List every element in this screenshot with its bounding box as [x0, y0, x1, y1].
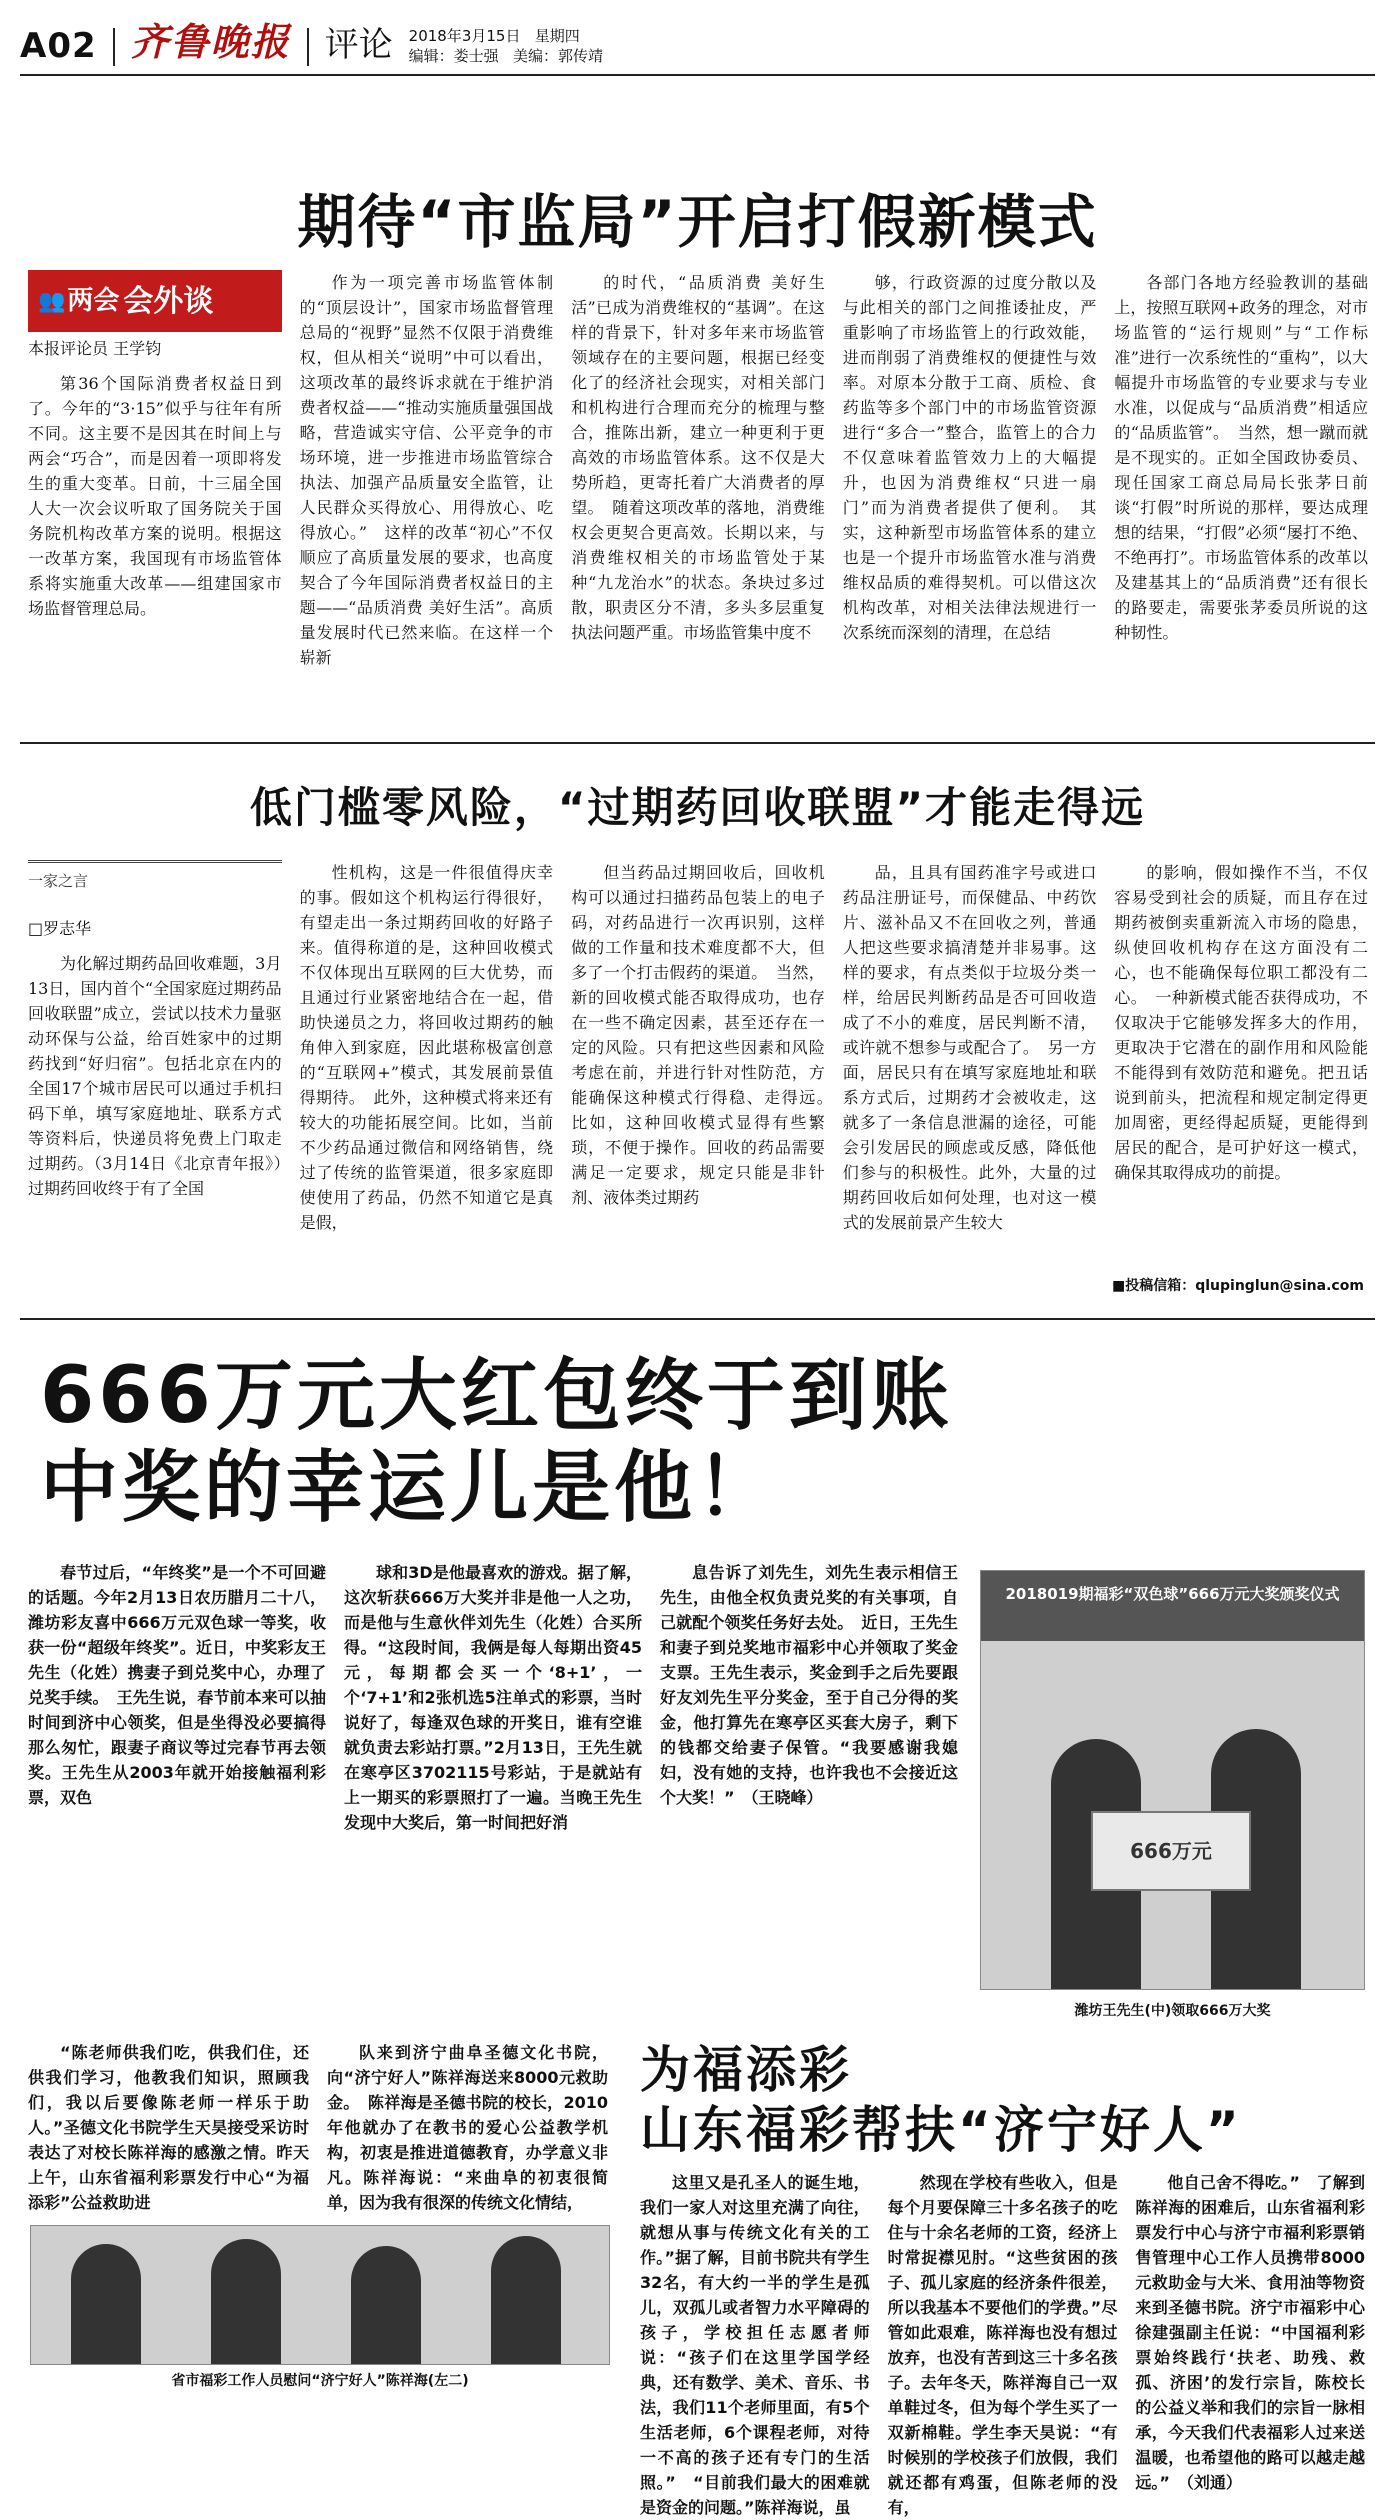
- ad2-paragraph: 这里又是孔圣人的诞生地，我们一家人对这里充满了向往，就想从事与传统文化有关的工作。”据了解，目前书院共有学生32名，有大约一半的学生是孤儿，双孤儿或者智力水平障碍的孩子，学校担任志愿者师说：“孩子们在这里学国学经典，还有数学、美术、音乐、书法，我们11个老师里面，有5个生活老师，6个课程老师，对待一不高的孩子还有专门的生活照。” “目前我们最大的困难就是资金的问题。”陈祥海说，虽: [640, 2173, 870, 2517]
- article2-column: [843, 860, 1097, 1305]
- article2-column: [300, 860, 554, 1305]
- ad1-column: [660, 1560, 958, 2000]
- submission-email: ■投稿信箱：qlupinglun@sina.com: [1112, 1278, 1364, 1294]
- article1-paragraph: 第36个国际消费者权益日到了。今年的“3·15”似乎与往年有所不同。这主要不是因其在时间上与两会“巧合”，而是因着一项即将发生的重大变革。日前，十三届全国人大一次会议听取了国务院关于国务院机构改革方案的说明。根据这一改革方案，我国现有市场监管体系将实施重大改革——组建国家市场监督管理总局。: [28, 374, 282, 618]
- person-figure: [491, 2236, 561, 2364]
- ad2-headline-line2: 山东福彩帮扶“济宁好人”: [640, 2101, 1242, 2159]
- ad1-paragraph: 息告诉了刘先生，刘先生表示相信王先生，由他全权负责兑奖的有关事项，自己就配个领奖任务好去处。 近日，王先生和妻子到兑奖地市福彩中心并领取了奖金支票。王先生表示，奖金到手之后先要跟好友刘先生平分奖金，至于自己分得的奖金，他打算先在寒亭区买套大房子，剩下的钱都交给妻子保管。“我要感谢我媳妇，没有她的支持，也许我也不会接近这个大奖！” （王晓峰）: [660, 1563, 958, 1807]
- article1-byline: 本报评论员 王学钧: [28, 339, 162, 358]
- divider: [113, 28, 115, 66]
- ad2-paragraph: 他自己舍不得吃。” 了解到陈祥海的困难后，山东省福利彩票发行中心与济宁市福利彩票销售管理中心工作人员携带8000元救助金与大米、食用油等物资来到圣德书院。济宁市福彩中心徐建强副主任说：“中国福利彩票始终践行‘扶老、助残、救孤、济困’的发行宗旨，陈校长的公益义举和我们的宗旨一脉相承，今天我们代表福彩人过来送温暖，也希望他的路可以越走越远。” （刘通）: [1135, 2173, 1365, 2492]
- person-figure: [71, 2244, 141, 2364]
- article1-paragraph: 够，行政资源的过度分散以及与此相关的部门之间推诿扯皮，严重影响了市场监管上的行政效能，进而削弱了消费维权的便捷性与效率。对原本分散于工商、质检、食药监等多个部门中的市场监管资源进行“多合一”整合，监管上的合力不仅意味着监管效力上的大幅提升，也因为消费维权“只进一扇门”而为消费者提供了便利。 其实，这种新型市场监管体系的建立也是一个提升市场监管水准与消费维权品质的难得契机。可以借这次机构改革，对相关法律法规进行一次系统而深刻的清理，在总结: [842, 273, 1097, 642]
- paper-logo: 齐鲁晚报: [130, 19, 291, 64]
- ad1-body: [28, 1560, 958, 2000]
- section-rule: [20, 1318, 1375, 1320]
- ad1-column: [344, 1560, 642, 2000]
- ad2-column: [888, 2170, 1118, 2520]
- visit-photo: [30, 2225, 610, 2365]
- article2-column: [1114, 860, 1368, 1305]
- person-figure: [351, 2246, 421, 2364]
- badge-small: 两会: [67, 285, 120, 316]
- ad2-headline-line1: 为福添彩: [640, 2041, 852, 2099]
- divider: [307, 28, 309, 66]
- person-figure: [211, 2239, 281, 2364]
- section-rule: [20, 742, 1375, 744]
- ad1-headline-line2: 中奖的幸运儿是他！: [40, 1443, 779, 1533]
- article2-body: [28, 860, 1368, 1305]
- article2-column: [571, 860, 841, 1305]
- ad2-column: [640, 2170, 870, 2520]
- article2-paragraph: 但当药品过期回收后，回收机构可以通过扫描药品包装上的电子码，对药品进行一次再识别，这样做的工作量和技术难度都不大，但多了一个打击假药的渠道。 当然，新的回收模式能否取得成功，也存在一些不确定因素，甚至还存在一定的风险。只有把这些因素和风险考虑在前，并进行针对性防范，方能确保这种模式行得稳、走得远。 比如，这种回收模式显得有些繁琐，不便于操作。回收的药品需要满足一定要求，规定只能是非针剂、液体类过期药: [571, 863, 841, 1207]
- ad2-column: [28, 2040, 309, 2220]
- article2-column: [28, 860, 298, 1305]
- article2-paragraph: 的影响，假如操作不当，不仅容易受到社会的质疑，而且存在过期药被倒卖重新流入市场的隐患，纵使回收机构存在这方面没有二心，也不能确保每位职工都没有二心。 一种新模式能否获得成功，不仅取决于它能够发挥多大的作用，更取决于它潜在的副作用和风险能不能得到有效防范和避免。把丑话说到前头，把流程和规定制定得更加周密，更经得起质疑，更能得到居民的配合，是可护好这一模式，确保其取得成功的前提。: [1114, 863, 1368, 1182]
- article1-column: [571, 270, 825, 710]
- issue-weekday: 星期四: [534, 27, 580, 45]
- article1-column: [843, 270, 1097, 710]
- article2-paragraph: 为化解过期药品回收难题，3月13日，国内首个“全国家庭过期药品回收联盟”成立，尝试以技术力量驱动环保与公益，给百姓家中的过期药找到“好归宿”。包括北京在内的全国17个城市居民可以通过手机扫码下单，填写家庭地址、联系方式等资料后，快递员将免费上门取走过期药。（3月14日《北京青年报》） 过期药回收终于有了全国: [28, 954, 298, 1198]
- article2-paragraph: 品，且具有国药准字号或进口药品注册证号，而保健品、中药饮片、滋补品又不在回收之列，普通人把这些要求搞清楚并非易事。这样的要求，有点类似于垃圾分类一样，给居民判断药品是否可回收造成了不小的难度，居民判断不清，或许就不想参与或配合了。 另一方面，居民只有在填写家庭地址和联系方式后，过期药才会被收走，这就多了一条信息泄漏的途径，可能会引发居民的顾虑或反感，降低他们参与的积极性。此外，大量的过期药回收后如何处理，也对这一模式的发展前景产生较大: [842, 863, 1097, 1232]
- article1-column: [28, 270, 282, 710]
- article1-paragraph: 各部门各地方经验教训的基础上，按照互联网+政务的理念，对市场监管的“运行规则”与“工作标准”进行一次系统性的“重构”，以大幅提升市场监管的专业要求与专业水准，以促成与“品质消费”相适应的“品质监管”。 当然，想一蹴而就是不现实的。正如全国政协委员、现任国家工商总局局长张茅日前谈“打假”时所说的那样，要达成理想的结果，“打假”必须“屡打不绝、不绝再打”。市场监管体系的改革以及建基其上的“品质消费”还有很长的路要走，需要张茅委员所说的这种韧性。: [1114, 273, 1368, 642]
- ad2-left-body: [28, 2040, 608, 2220]
- editor: 编辑：娄士强: [408, 47, 499, 65]
- ad1-headline: [40, 1350, 953, 1534]
- page-number: A02: [20, 26, 97, 66]
- ad1-column: [28, 1560, 326, 2000]
- article1-column: [1114, 270, 1368, 710]
- award-photo: [980, 1570, 1365, 1990]
- article1-paragraph: 作为一项完善市场监管体制的“顶层设计”，国家市场监督管理总局的“视野”显然不仅限于消费维权，但从相关“说明”中可以看出，这项改革的最终诉求就在于维护消费者权益——“推动实施质量强国战略，营造诚实守信、公平竞争的市场环境，进一步推进市场监管综合执法、加强产品质量安全监管，让人民群众买得放心、用得放心、吃得放心。” 这样的改革“初心”不仅顺应了高质量发展的要求，也高度契合了今年国际消费者权益日的主题——“品质消费 美好生活”。高质量发展时代已然来临。在这样一个崭新: [299, 273, 554, 667]
- article2-byline: □罗志华: [28, 919, 92, 938]
- issue-meta: [409, 26, 603, 66]
- ad2-paragraph: “陈老师供我们吃，供我们住，还供我们学习，他教我们知识，照顾我们，我以后要像陈老师一样乐于助人。”圣德文化书院学生天昊接受采访时表达了对校长陈祥海的感激之情。昨天上午，山东省福利彩票发行中心“为福添彩”公益救助进: [28, 2043, 309, 2212]
- visit-photo-caption: 省市福彩工作人员慰问“济宁好人”陈祥海(左二): [171, 2373, 469, 2389]
- award-photo-caption: 潍坊王先生(中)领取666万大奖: [1074, 2003, 1271, 2019]
- ad1-headline-line1: 666万元大红包终于到账: [40, 1351, 953, 1441]
- article1-column: [300, 270, 554, 710]
- award-banner: 2018019期福彩“双色球”666万元大奖颁奖仪式: [981, 1571, 1364, 1641]
- issue-date: 2018年3月15日: [408, 27, 521, 45]
- ad1-paragraph: 球和3D是他最喜欢的游戏。据了解，这次斩获666万大奖并非是他一人之功，而是他与生意伙伴刘先生（化姓）合买所得。“这段时间，我俩是每人每期出资45元，每期都会买一个‘8+1’，一个‘7+1’和2张机选5注单式的彩票，当时说好了，每逢双色球的开奖日，谁有空谁就负责去彩站打票。”2月13日，王先生就在寒亭区3702115号彩站，于是就站有上一期买的彩票照打了一遍。当晚王先生发现中大奖后，第一时间把好消: [344, 1563, 642, 1832]
- section-name: 评论: [324, 25, 393, 65]
- header-rule: [20, 74, 1375, 76]
- ad1-paragraph: 春节过后，“年终奖”是一个不可回避的话题。今年2月13日农历腊月二十八，潍坊彩友喜中666万元双色球一等奖，收获一份“超级年终奖”。近日，中奖彩友王先生（化姓）携妻子到兑奖中心，办理了兑奖手续。 王先生说，春节前本来可以抽时间到济中心领奖，但是坐得没必要搞得那么匆忙，跟妻子商议等过完春节再去领奖。王先生从2003年就开始接触福利彩票，双色: [28, 1563, 326, 1807]
- column-name: 一家之言: [28, 860, 282, 894]
- designer: 美编：郭传靖: [512, 47, 603, 65]
- ad2-column: [327, 2040, 608, 2220]
- article1-body: [28, 270, 1368, 710]
- prize-board: 666万元: [1091, 1811, 1251, 1891]
- ad2-paragraph: 队来到济宁曲阜圣德文化书院，向“济宁好人”陈祥海送来8000元救助金。 陈祥海是圣德书院的校长，2010年他就办了在教书的爱心公益教学机构，初衷是推进道德教育，办学意义非凡。陈祥海说：“来曲阜的初衷很简单，因为我有很深的传统文化情结，: [327, 2043, 608, 2212]
- ad2-right-body: [640, 2170, 1365, 2517]
- ad2-headline: [640, 2040, 1242, 2160]
- ad2-column: [1135, 2170, 1365, 2520]
- masthead: [20, 18, 603, 66]
- article1-paragraph: 的时代，“品质消费 美好生活”已成为消费维权的“基调”。在这样的背景下，针对多年来市场监管领域存在的主要问题，根据已经变化了的经济社会现实，对相关部门和机构进行合理而充分的梳理与整合，推陈出新，建立一种更利于更高效的市场监管体系。这不仅是大势所趋，更寄托着广大消费者的厚望。 随着这项改革的落地，消费维权会更契合更高效。长期以来，与消费维权相关的市场监管处于某种“九龙治水”的状态。条块过多过散，职责区分不清，多头多层重复执法问题严重。市场监管集中度不: [571, 273, 825, 642]
- ad2-paragraph: 然现在学校有些收入，但是每个月要保障三十多名孩子的吃住与十余名老师的工资，经济上时常捉襟见肘。“这些贫困的孩子、孤儿家庭的经济条件很差，所以我基本不要他们的学费。”尽管如此艰难，陈祥海也没有想过放弃，也没有苦到这三十多名孩子。去年冬天，陈祥海自己一双单鞋过冬，但为每个学生买了一双新棉鞋。学生李天昊说：“有时候别的学校孩子们放假，我们就还都有鸡蛋，但陈老师的没有，: [887, 2173, 1118, 2517]
- people-icon: 👥: [38, 288, 64, 314]
- article2-paragraph: 性机构，这是一件很值得庆幸的事。假如这个机构运行得很好，有望走出一条过期药回收的好路子来。值得称道的是，这种回收模式不仅体现出互联网的巨大优势，而且通过行业紧密地结合在一起，借助快递员之力，将回收过期药的触角伸入到家庭，因此堪称极富创意的“互联网+”模式，其发展前景值得期待。 此外，这种模式将来还有较大的功能拓展空间。比如，当前不少药品通过微信和网络销售，绕过了传统的监管渠道，很多家庭即使使用了药品，仍然不知道它是真是假，: [299, 863, 554, 1232]
- badge-big: 会外谈: [123, 283, 214, 319]
- article1-title: 期待“市监局”开启打假新模式: [297, 188, 1098, 256]
- article2-title: 低门槛零风险，“过期药回收联盟”才能走得远: [249, 783, 1146, 832]
- column-badge: [28, 270, 282, 332]
